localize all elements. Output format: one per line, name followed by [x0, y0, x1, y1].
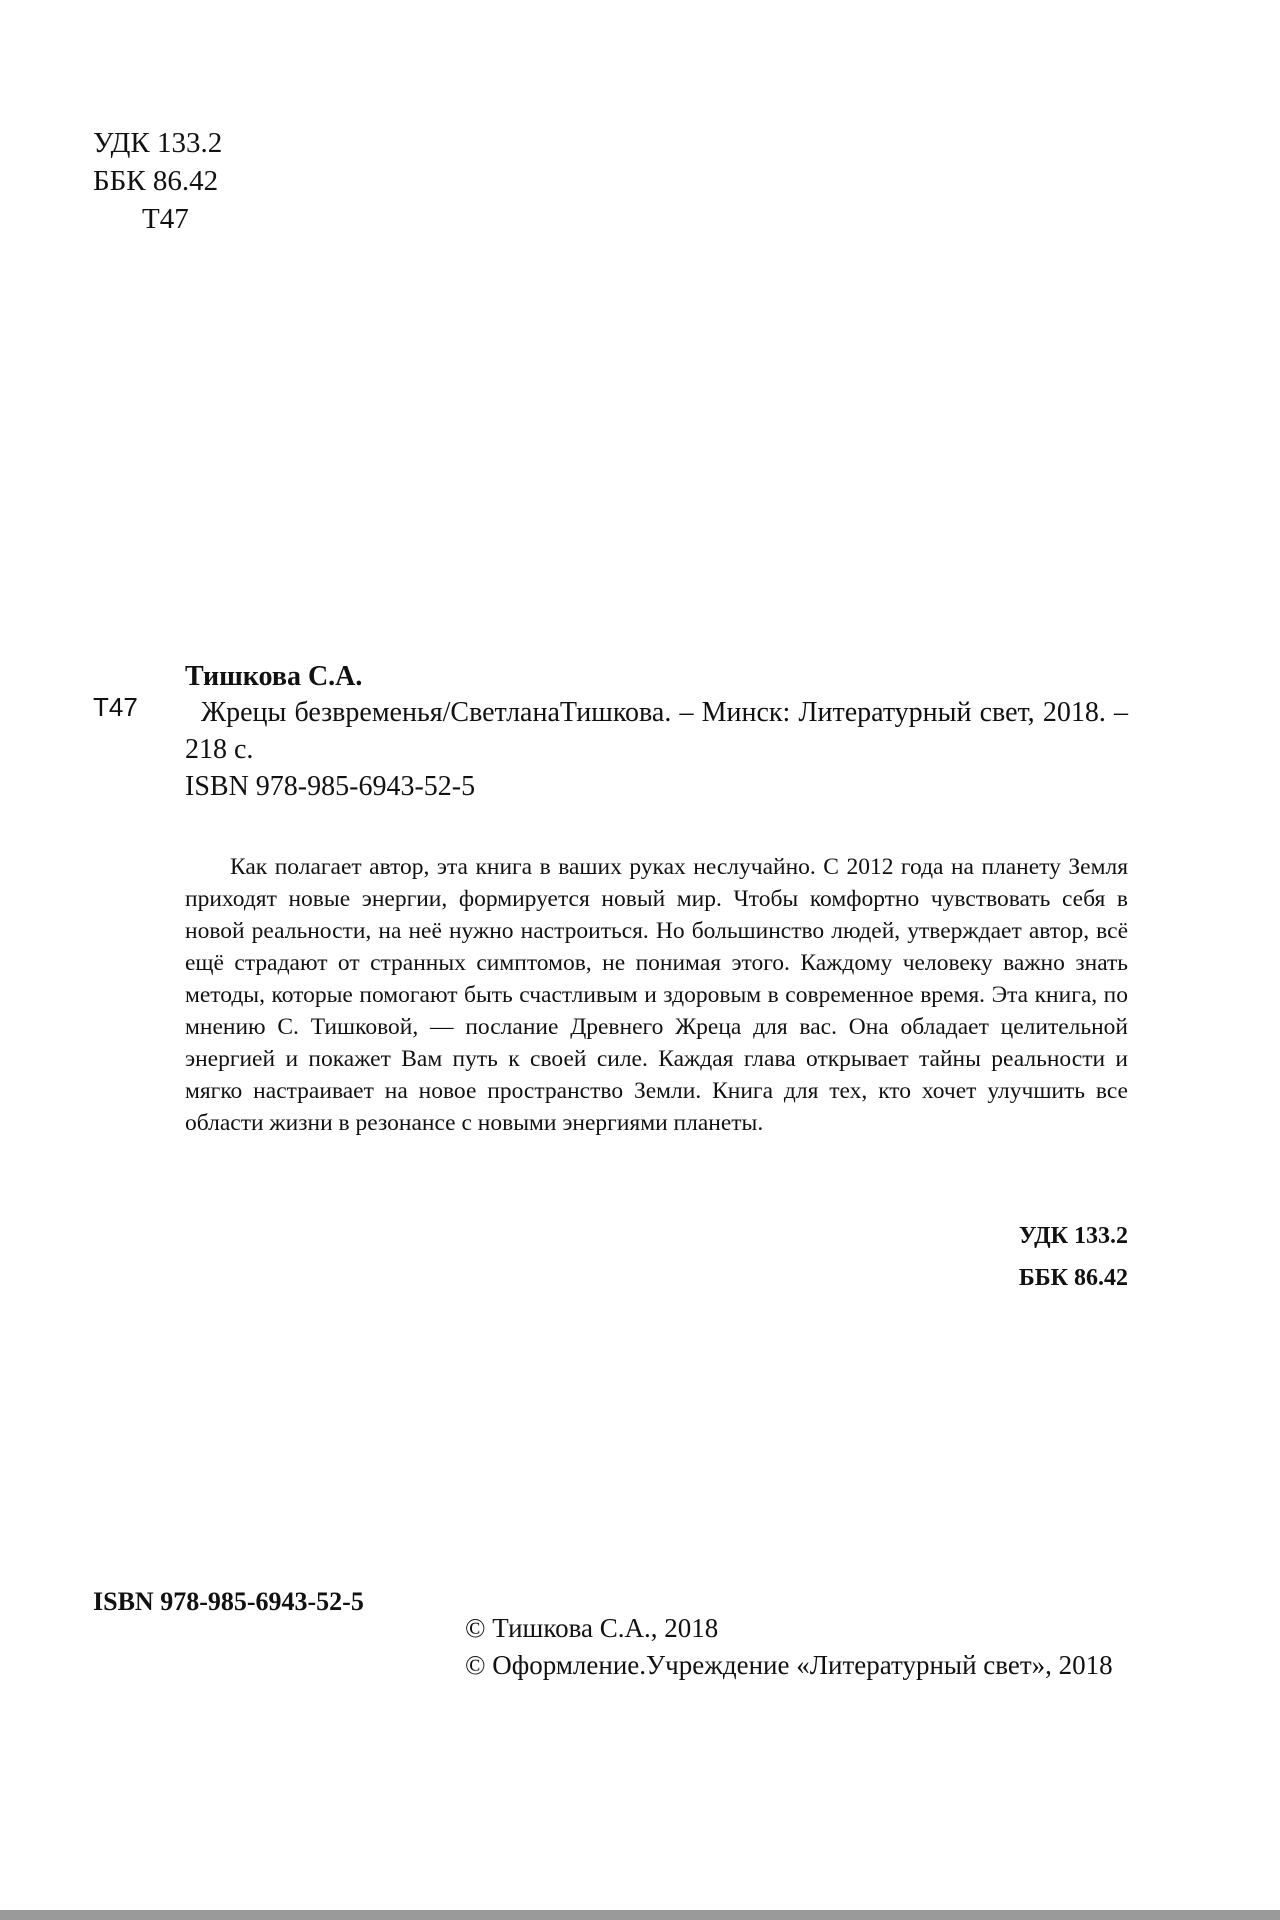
copyright-block: [465, 1610, 1113, 1684]
author-name: Тишкова С.А.: [185, 661, 363, 692]
catalog-author-mark: Т47: [93, 692, 138, 722]
page-bottom-border: [0, 1910, 1280, 1920]
classification-codes-top: [93, 124, 222, 238]
udk-code: УДК 133.2: [93, 127, 223, 159]
classification-codes-bottom: [1019, 1215, 1128, 1299]
bbk-code-bottom: ББК 86.42: [1018, 1265, 1128, 1291]
isbn-line: ISBN 978-985-6943-52-5: [185, 771, 476, 802]
copyright-design: © Оформление.Учреждение «Литературный свет», 2018: [465, 1650, 1113, 1680]
udk-code-bottom: УДК 133.2: [1018, 1223, 1128, 1249]
catalog-card: [185, 660, 1128, 805]
isbn-bottom: ISBN 978-985-6943-52-5: [93, 1587, 364, 1616]
bbk-code: ББК 86.42: [93, 165, 219, 197]
annotation-paragraph: Как полагает автор, эта книга в ваших руках неслучайно. С 2012 года на планету Земля приходят новые энергии, формируется новый мир. Чтобы комфортно чувствовать себя в новой реальности, на неё нужно настроиться. Но большинство людей, утверждает автор, всё ещё страдают от странных симптомов, не понимая этого. Каждому человеку важно знать методы, которые помогают быть счастливым и здоровым в современное время. Эта книга, по мнению С. Тишковой, — послание Древнего Жреца для вас. Она обладает целительной энергией и покажет Вам путь к своей силе. Каждая глава открывает тайны реальности и мягко настраивает на новое пространство Земли. Книга для тех, кто хочет улучшить все области жизни в резонансе с новыми энергиями планеты.: [185, 854, 1128, 1136]
bibliographic-title: Жрецы безвременья/СветланаТишкова. – Минск: Литературный свет, 2018. – 218 с.: [185, 697, 1128, 765]
copyright-author: © Тишкова С.А., 2018: [465, 1613, 719, 1643]
author-mark: Т47: [142, 203, 189, 235]
